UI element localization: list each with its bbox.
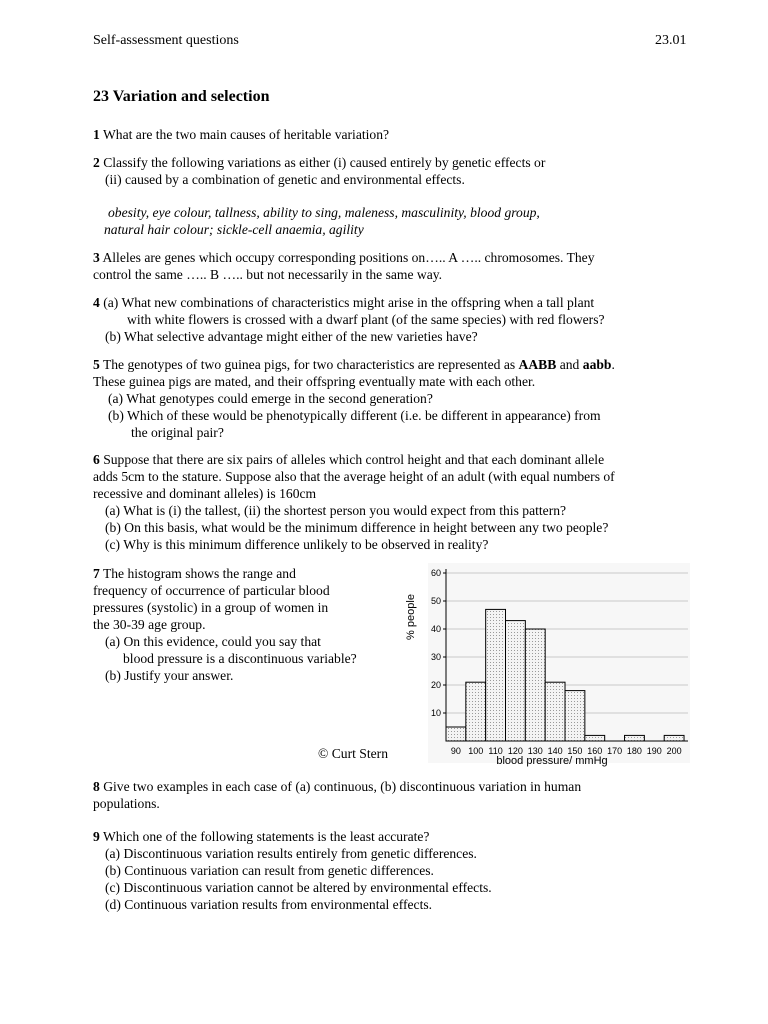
histogram-bar <box>545 682 565 741</box>
variations-list-line: obesity, eye colour, tallness, ability to sing, maleness, masculinity, blood group, <box>108 205 540 220</box>
question-text-line: the 30-39 age group. <box>93 617 206 632</box>
blood-pressure-histogram <box>400 563 692 768</box>
genotype-1: AABB <box>518 357 557 372</box>
question-text-line: adds 5cm to the stature. Suppose also that the average height of an adult (with equal numbers of <box>93 469 615 484</box>
variations-list-line: natural hair colour; sickle-cell anaemia, agility <box>104 222 364 237</box>
question-part-a: (a) On this evidence, could you say that <box>105 634 321 649</box>
header-page-number: 23.01 <box>655 33 687 48</box>
question-4 <box>93 294 693 345</box>
option-a: (a) Discontinuous variation results entirely from genetic differences. <box>105 846 477 861</box>
histogram-bar <box>506 621 526 741</box>
x-tick-label: 180 <box>626 746 642 756</box>
question-text-line: recessive and dominant alleles) is 160cm <box>93 486 317 501</box>
question-part-a: (a) What new combinations of characteristics might arise in the offspring when a tall plant <box>103 295 595 310</box>
y-tick-label: 30 <box>430 652 441 662</box>
question-8 <box>93 778 693 812</box>
y-tick-label: 60 <box>430 568 441 578</box>
histogram-bar <box>664 735 684 741</box>
question-text-line: control the same ….. B ….. but not necessarily in the same way. <box>93 267 443 282</box>
genotype-2: aabb <box>582 357 612 372</box>
page-title: 23 Variation and selection <box>93 88 270 105</box>
question-number: 6 <box>93 452 100 467</box>
question-text-line: frequency of occurrence of particular blood <box>93 583 330 598</box>
question-text-line: Which one of the following statements is the least accurate? <box>102 829 430 844</box>
question-5 <box>93 356 693 441</box>
x-tick-label: 120 <box>507 746 523 756</box>
option-b: (b) Continuous variation can result from genetic differences. <box>105 863 434 878</box>
question-number: 1 <box>93 127 100 142</box>
option-c: (c) Discontinuous variation cannot be altered by environmental effects. <box>105 880 492 895</box>
question-text-line: the original pair? <box>131 425 224 440</box>
histogram-bar <box>525 629 545 741</box>
question-9 <box>93 828 693 913</box>
question-number: 7 <box>93 566 100 581</box>
question-text: The genotypes of two guinea pigs, for two characteristics are represented as <box>102 357 519 372</box>
question-text-line: populations. <box>93 796 160 811</box>
x-tick-label: 150 <box>567 746 583 756</box>
header-left: Self-assessment questions <box>93 33 239 48</box>
x-tick-label: 110 <box>488 746 503 756</box>
x-tick-label: 190 <box>646 746 662 756</box>
variations-list <box>104 204 693 238</box>
histogram-bar <box>585 735 605 741</box>
histogram-bar <box>565 691 585 741</box>
question-text-line: (ii) caused by a combination of genetic and environmental effects. <box>105 172 465 187</box>
x-tick-label: 170 <box>607 746 623 756</box>
y-axis-label: % people <box>405 594 417 640</box>
question-text-line: Give two examples in each case of (a) continuous, (b) discontinuous variation in human <box>103 779 582 794</box>
question-text-line: Classify the following variations as either (i) caused entirely by genetic effects or <box>103 155 546 170</box>
question-1 <box>93 126 693 143</box>
y-tick-label: 40 <box>430 624 441 634</box>
histogram-bar <box>625 735 645 741</box>
x-tick-label: 90 <box>450 746 461 756</box>
question-number: 9 <box>93 829 100 844</box>
question-text-line: blood pressure is a discontinuous variable? <box>123 651 357 666</box>
punctuation: . <box>611 357 615 372</box>
question-text-line: These guinea pigs are mated, and their offspring eventually mate with each other. <box>93 374 536 389</box>
x-tick-label: 140 <box>547 746 563 756</box>
question-number: 3 <box>93 250 100 265</box>
histogram-bar <box>486 609 506 741</box>
x-axis-label: blood pressure/ mmHg <box>496 755 608 767</box>
question-number: 2 <box>93 155 100 170</box>
question-text-line: pressures (systolic) in a group of women in <box>93 600 329 615</box>
question-part-b: (b) Justify your answer. <box>105 668 234 683</box>
x-tick-label: 160 <box>587 746 603 756</box>
question-part-b: (b) On this basis, what would be the minimum difference in height between any two people? <box>105 520 609 535</box>
question-text-line: with white flowers is crossed with a dwarf plant (of the same species) with red flowers? <box>127 312 605 327</box>
question-number: 8 <box>93 779 100 794</box>
question-text-line: The histogram shows the range and <box>102 566 296 581</box>
question-part-a: (a) What genotypes could emerge in the second generation? <box>108 391 433 406</box>
question-6 <box>93 451 693 553</box>
x-tick-label: 130 <box>527 746 543 756</box>
y-tick-label: 50 <box>430 596 441 606</box>
question-part-b: (b) What selective advantage might either of the new varieties have? <box>105 329 478 344</box>
conjunction: and <box>556 357 583 372</box>
histogram-bar <box>466 682 486 741</box>
question-part-b: (b) Which of these would be phenotypically different (i.e. be different in appearance) from <box>108 408 601 423</box>
x-tick-label: 100 <box>468 746 484 756</box>
question-part-c: (c) Why is this minimum difference unlikely to be observed in reality? <box>105 537 489 552</box>
question-7 <box>93 565 393 684</box>
question-number: 5 <box>93 357 100 372</box>
y-tick-label: 20 <box>430 680 441 690</box>
histogram-bar <box>446 727 466 741</box>
question-number: 4 <box>93 295 100 310</box>
question-text-line: Alleles are genes which occupy corresponding positions on….. A ….. chromosomes. They <box>102 250 595 265</box>
question-text-line: Suppose that there are six pairs of alleles which control height and that each dominant allele <box>103 452 605 467</box>
question-part-a: (a) What is (i) the tallest, (ii) the shortest person you would expect from this pattern? <box>105 503 567 518</box>
question-2 <box>93 154 693 188</box>
question-text: What are the two main causes of heritable variation? <box>102 127 390 142</box>
copyright-credit: © Curt Stern <box>318 746 388 761</box>
option-d: (d) Continuous variation results from environmental effects. <box>105 897 433 912</box>
histogram-svg <box>400 563 692 768</box>
question-3 <box>93 249 693 283</box>
x-tick-label: 200 <box>666 746 682 756</box>
y-tick-label: 10 <box>430 708 441 718</box>
